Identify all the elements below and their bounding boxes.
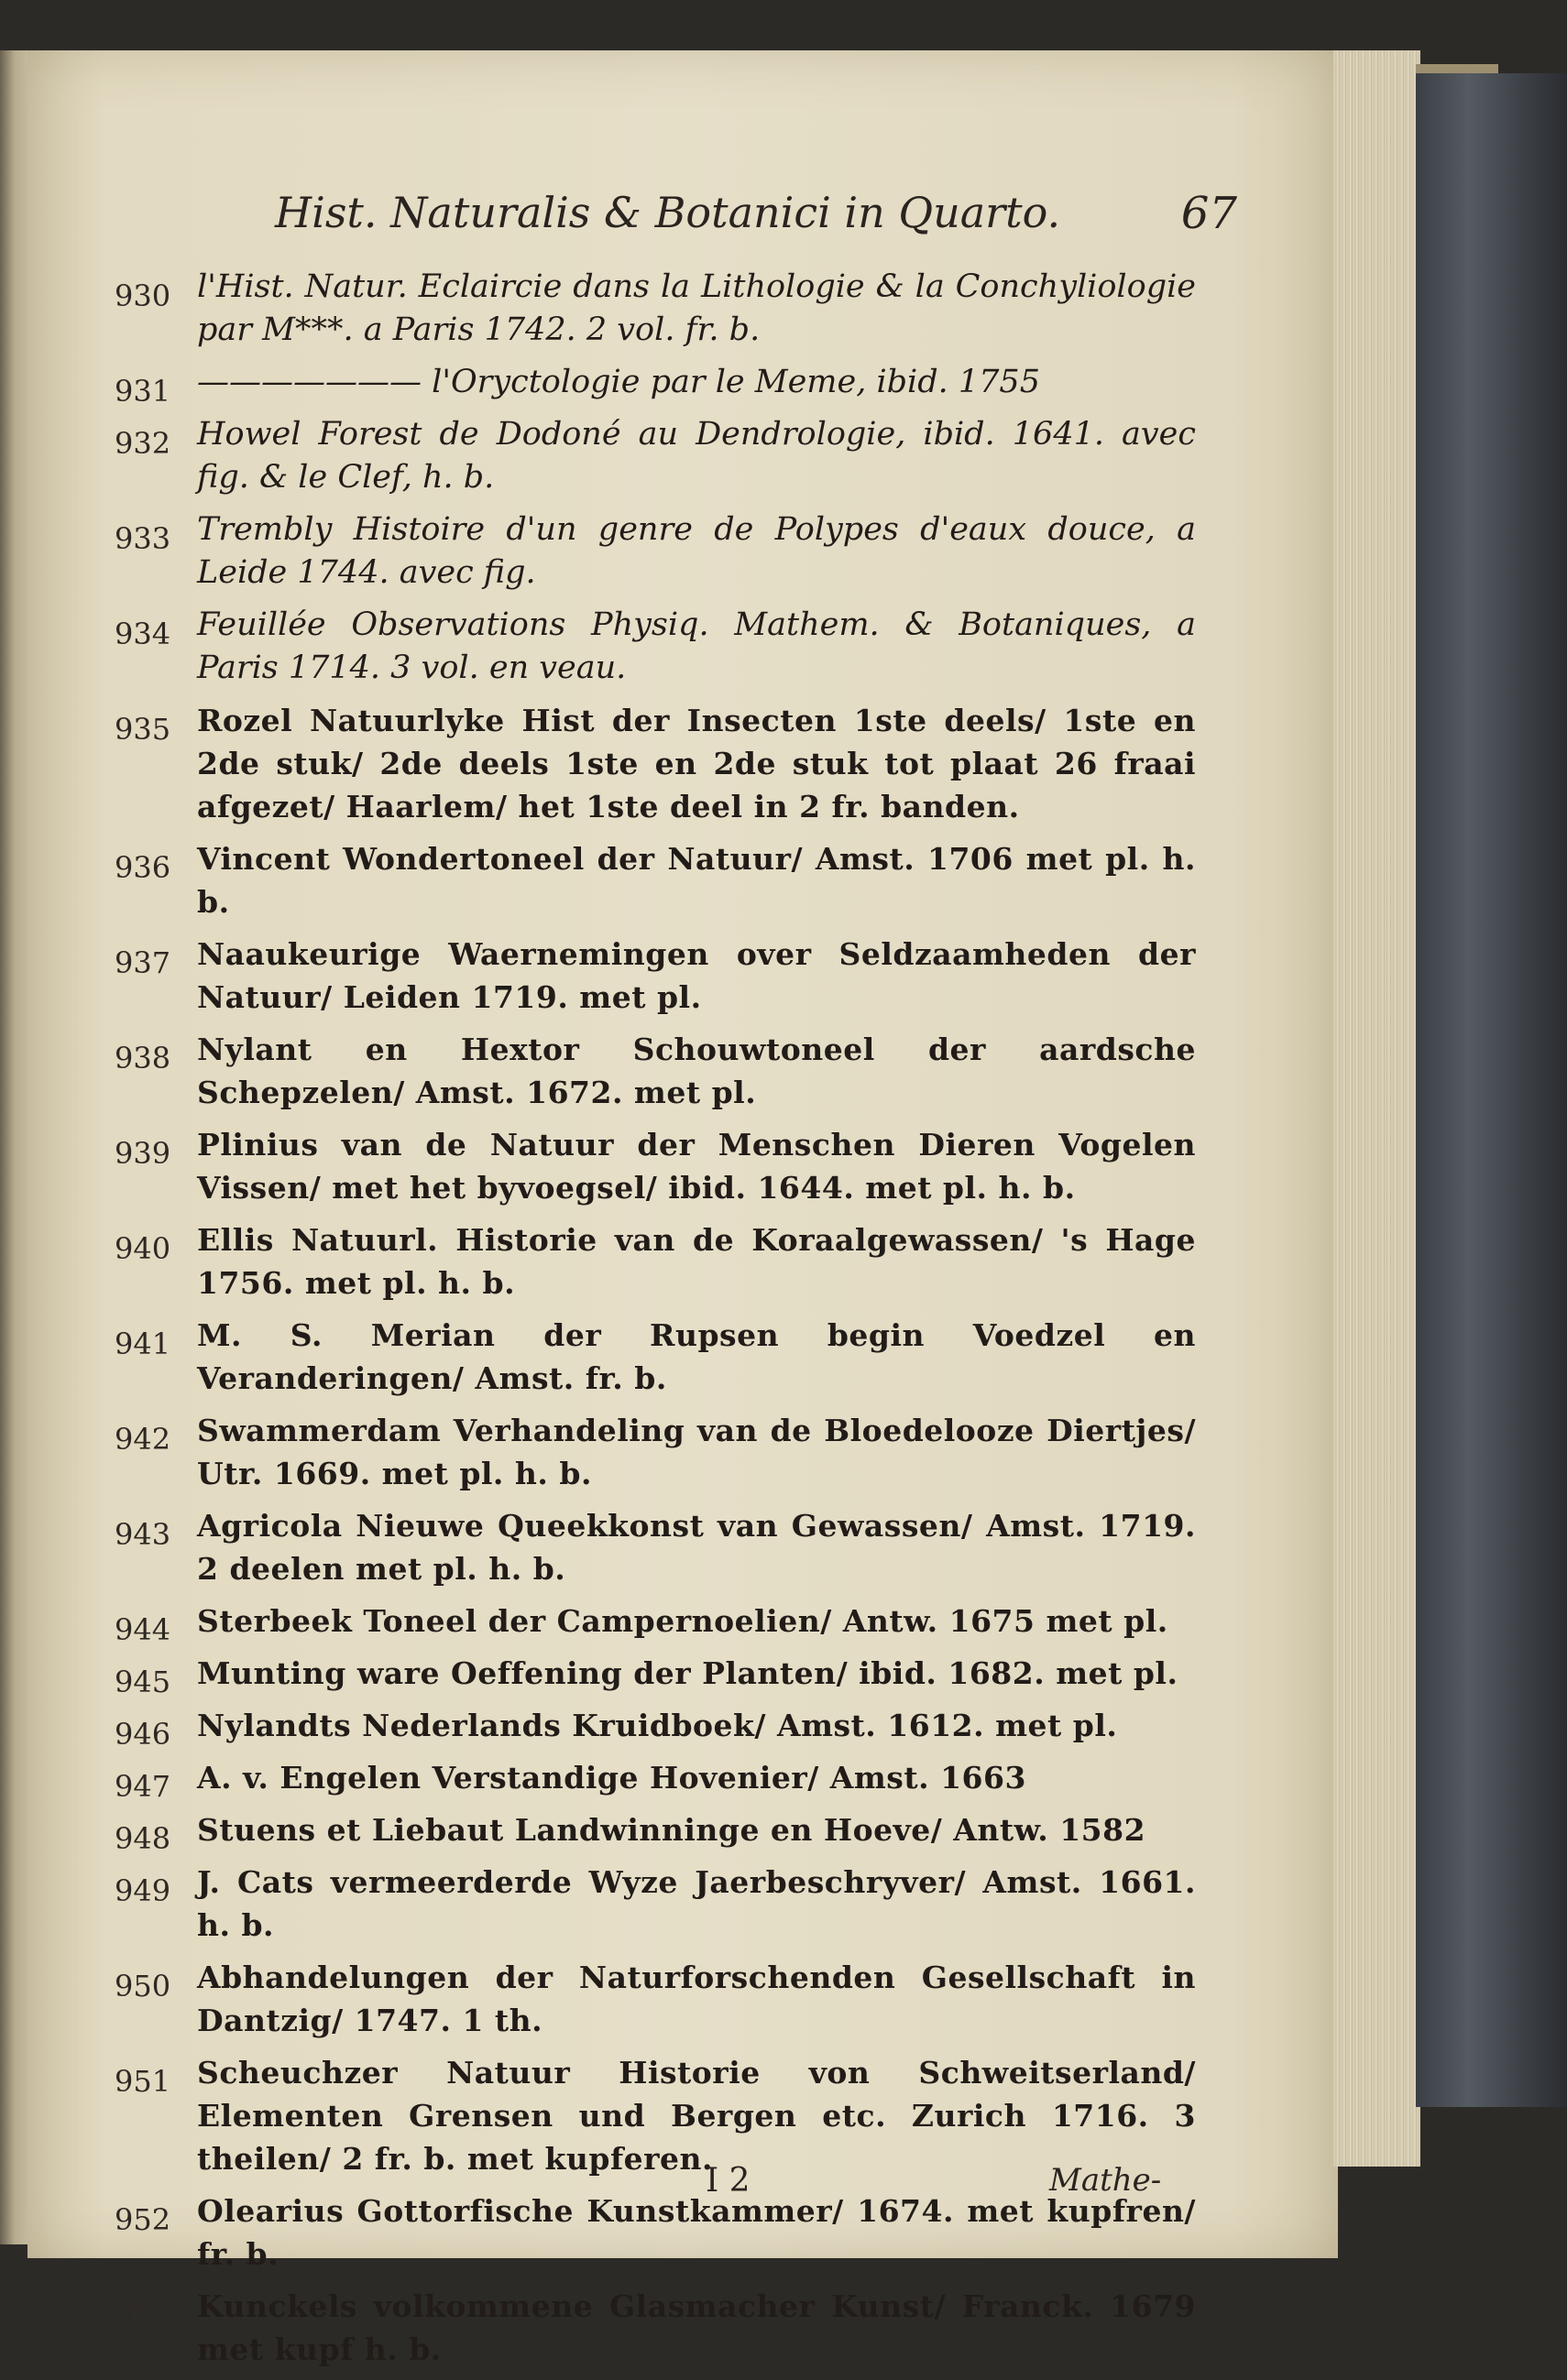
entry-text: Plinius van de Natuur der Menschen Dieren Vogelen Vissen/ met het byvoegsel/ ibid. 1644. met pl. h. b. <box>197 1127 1196 1206</box>
entry-text: Feuillée Observations Physiq. Mathem. & Botaniques, a Paris 1714. 3 vol. en veau. <box>197 606 1196 686</box>
entry-number: 930 <box>115 278 171 313</box>
entry-number: 952 <box>115 2202 171 2237</box>
catalogue-entry <box>115 1028 1196 1114</box>
catchword: Mathe- <box>1049 2162 1162 2199</box>
catalogue-entry <box>115 2189 1196 2276</box>
entry-number: 940 <box>115 1231 171 1266</box>
entry-text: Nylandts Nederlands Kruidboek/ Amst. 1612. met pl. <box>197 1708 1118 1743</box>
entry-text: Naaukeurige Waernemingen over Seldzaamheden der Natuur/ Leiden 1719. met pl. <box>197 936 1196 1015</box>
catalogue-entry <box>115 1808 1196 1856</box>
entry-number: 941 <box>115 1326 171 1361</box>
entry-number: 937 <box>115 945 171 980</box>
entry-text: Kunckels volkommene Glasmacher Kunst/ Franck. 1679 met kupf h. b. <box>197 2288 1196 2367</box>
catalogue-entry <box>115 1652 1196 1699</box>
page-title: Hist. Naturalis & Botanici in Quarto. <box>275 188 1061 237</box>
entry-text: J. Cats vermeerderde Wyze Jaerbeschryver/ Amst. 1661. h. b. <box>197 1864 1196 1943</box>
entry-number: 944 <box>115 1612 171 1647</box>
entry-text: A. v. Engelen Verstandige Hovenier/ Amst. 1663 <box>197 1760 1026 1796</box>
entry-number: 947 <box>115 1769 171 1804</box>
entry-text: Vincent Wondertoneel der Natuur/ Amst. 1706 met pl. h. b. <box>197 841 1196 920</box>
entry-number: 945 <box>115 1665 171 1699</box>
entry-text: Rozel Natuurlyke Hist der Insecten 1ste deels/ 1ste en 2de stuk/ 2de deels 1ste en 2de stuk tot plaat 26 fraai afgezet/ Haarlem/ het 1ste deel in 2 fr. banden. <box>197 703 1196 824</box>
catalogue-entry <box>115 508 1196 595</box>
signature-mark: I 2 <box>706 2162 751 2200</box>
catalogue-entry <box>115 2051 1196 2180</box>
entry-number: 951 <box>115 2064 171 2099</box>
entry-text: Olearius Gottorfische Kunstkammer/ 1674. met kupfren/ fr. b. <box>197 2193 1196 2272</box>
entry-number: 939 <box>115 1136 171 1171</box>
entry-text: Stuens et Liebaut Landwinninge en Hoeve/ Antw. 1582 <box>197 1812 1146 1848</box>
entry-number: 934 <box>115 617 171 651</box>
entry-text: Howel Forest de Dodoné au Dendrologie, ibid. 1641. avec fig. & le Clef, h. b. <box>197 416 1196 496</box>
catalogue-entry <box>115 1218 1196 1305</box>
entry-text: Trembly Histoire d'un genre de Polypes d'eaux douce, a Leide 1744. avec fig. <box>197 511 1196 591</box>
catalogue-entry <box>115 1409 1196 1495</box>
entry-text: Munting ware Oeffening der Planten/ ibid. 1682. met pl. <box>197 1655 1178 1691</box>
catalogue-entry <box>115 1704 1196 1752</box>
entry-number: 948 <box>115 1821 171 1856</box>
page-edges <box>1333 50 1420 2167</box>
catalogue-entry <box>115 1123 1196 1209</box>
entry-number: 949 <box>115 1873 171 1908</box>
catalogue-entry <box>115 1599 1196 1647</box>
entry-number: 935 <box>115 712 171 747</box>
running-head <box>275 188 1237 252</box>
catalogue-entry <box>115 1314 1196 1400</box>
entry-text: M. S. Merian der Rupsen begin Voedzel en Veranderingen/ Amst. fr. b. <box>197 1317 1196 1396</box>
entry-text: ——————— l'Oryctologie par le Meme, ibid. 1755 <box>197 364 1040 400</box>
entry-number: 933 <box>115 521 171 556</box>
entry-text: Sterbeek Toneel der Campernoelien/ Antw. 1675 met pl. <box>197 1603 1168 1639</box>
catalogue-entry <box>115 933 1196 1019</box>
entry-number: 931 <box>115 374 171 409</box>
entry-text: l'Hist. Natur. Eclaircie dans la Lithologie & la Conchyliologie par M***. a Paris 1742. 2 vol. fr. b. <box>197 268 1196 348</box>
entry-number: 943 <box>115 1517 171 1552</box>
entry-number: 938 <box>115 1041 171 1075</box>
catalogue-entry <box>115 1956 1196 2042</box>
entry-text: Scheuchzer Natuur Historie von Schweitserland/ Elementen Grensen und Bergen etc. Zurich 1716. 3 theilen/ 2 fr. b. met kupferen. <box>197 2055 1196 2177</box>
entry-text: Ellis Natuurl. Historie van de Koraalgewassen/ 's Hage 1756. met pl. h. b. <box>197 1222 1196 1301</box>
catalogue-entry <box>115 2285 1196 2371</box>
book-cover <box>1416 73 1567 2107</box>
entry-text: Swammerdam Verhandeling van de Bloedelooze Diertjes/ Utr. 1669. met pl. h. b. <box>197 1413 1196 1491</box>
entry-text: Nylant en Hextor Schouwtoneel der aardsche Schepzelen/ Amst. 1672. met pl. <box>197 1032 1196 1110</box>
catalogue-entry <box>115 1756 1196 1804</box>
entry-number: 953 <box>115 2298 171 2332</box>
catalogue-entry <box>115 699 1196 828</box>
entry-text: Agricola Nieuwe Queekkonst van Gewassen/ Amst. 1719. 2 deelen met pl. h. b. <box>197 1508 1196 1587</box>
catalogue-entry <box>115 361 1196 409</box>
catalogue-entry <box>115 266 1196 352</box>
catalogue-entry <box>115 1504 1196 1590</box>
entry-number: 936 <box>115 850 171 885</box>
entry-number: 950 <box>115 1969 171 2003</box>
catalogue-entries <box>115 266 1196 2380</box>
catalogue-entry <box>115 604 1196 690</box>
page-number: 67 <box>1180 188 1237 239</box>
catalogue-entry <box>115 837 1196 923</box>
catalogue-entry <box>115 1861 1196 1947</box>
entry-number: 942 <box>115 1422 171 1457</box>
entry-number: 932 <box>115 426 171 461</box>
catalogue-entry <box>115 413 1196 499</box>
entry-text: Abhandelungen der Naturforschenden Gesellschaft in Dantzig/ 1747. 1 th. <box>197 1960 1196 2038</box>
entry-number: 946 <box>115 1717 171 1752</box>
